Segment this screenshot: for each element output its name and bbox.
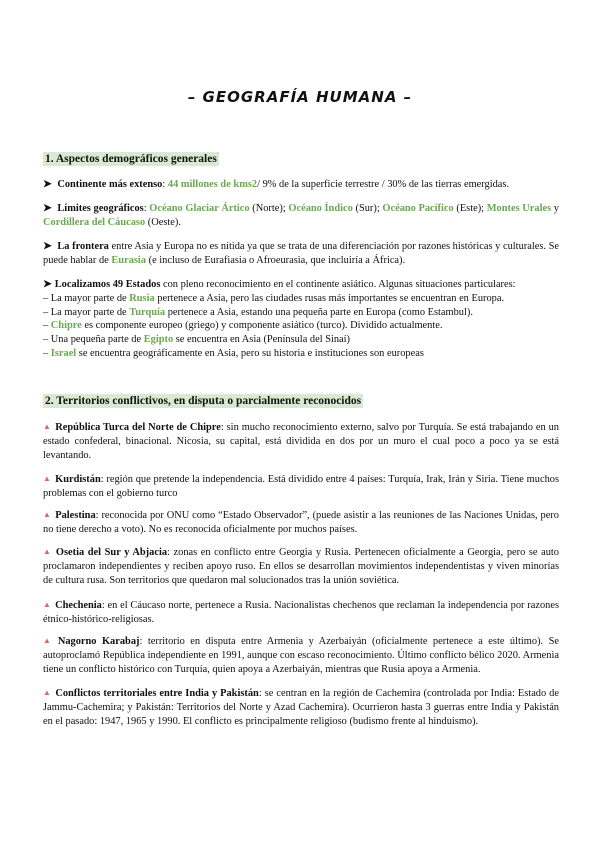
list-item <box>43 306 559 320</box>
triangle-icon: ▲ <box>43 636 54 645</box>
label-limits: Límites geográficos <box>57 203 144 214</box>
text: – La mayor parte de <box>43 292 130 304</box>
text: – La mayor parte de <box>43 306 130 318</box>
conflict-label: Nagorno Karabaj <box>57 636 140 647</box>
label-frontier: La frontera <box>57 241 109 252</box>
conflict-item <box>43 686 559 728</box>
text: (Oeste). <box>145 216 181 228</box>
paragraph-states <box>43 278 559 361</box>
states-intro <box>43 278 559 292</box>
highlight-area: 44 millones de kms2 <box>167 179 258 190</box>
conflict-label: República Turca del Norte de Chipre <box>55 422 221 433</box>
triangle-icon: ▲ <box>43 422 52 431</box>
highlight-eurasia: Eurasia <box>111 254 147 266</box>
text: (e incluso de Eurafiasia o Afroeurasia, que incluiría a África). <box>146 254 406 266</box>
conflict-label: Palestina <box>55 510 96 521</box>
conflict-item <box>43 508 559 537</box>
label-states: Localizamos 49 Estados <box>54 279 161 290</box>
paragraph-continent <box>43 178 559 192</box>
separator: : <box>162 179 168 190</box>
conflict-text: : se centran en la región de Cachemira (controlada por India: Estado de Jammu-Cachemira; y Pakistán: Territorios del Norte y Azad Cachemira). Ocurrieron hasta 3 guerras entre India y Pakistán en el pasado: 1947, 1965 y 1990. El conflicto es principalmente religioso (budismo frente al hinduismo). <box>43 688 559 727</box>
triangle-icon: ▲ <box>43 600 52 609</box>
conflict-item <box>43 472 559 501</box>
triangle-icon: ▲ <box>43 510 52 519</box>
triangle-icon: ▲ <box>43 474 52 483</box>
text: – Una pequeña parte de <box>43 334 144 346</box>
text: – <box>43 347 51 359</box>
conflict-item <box>43 420 559 462</box>
highlight-country: Chipre <box>50 320 82 332</box>
conflict-label: Conflictos territoriales entre India y Pakistán <box>55 688 259 699</box>
highlight-caucasus: Cordillera del Cáucaso <box>43 216 146 228</box>
arrow-icon: ➤ <box>43 241 52 252</box>
conflict-item <box>43 545 559 587</box>
text: y <box>551 203 559 214</box>
text: (Sur); <box>352 203 383 214</box>
conflict-item <box>43 598 559 627</box>
conflict-label: Kurdistán <box>55 474 101 485</box>
conflict-label: Chechenia <box>55 600 102 611</box>
label-continent: Continente más extenso <box>57 179 163 190</box>
conflict-text: : territorio en disputa entre Armenia y Azerbaiyán (oficialmente pertenece a este último). Se autoproclamó República independiente en 1991, aunque con escaso reconocimiento. Último conflicto bélico 2020. Armenia tiene un conflicto histórico con Turquía, quien apoya a Azerbaiyán, mientras que Rusia apoya a Armenia. <box>43 636 560 675</box>
section-1-heading: 1. Aspectos demográficos generales <box>45 153 217 165</box>
paragraph-limits <box>43 202 559 230</box>
conflict-item <box>43 634 559 676</box>
arrow-icon: ➤ <box>43 203 52 214</box>
highlight-indian: Océano Índico <box>288 203 353 214</box>
highlight-arctic: Océano Glaciar Ártico <box>149 203 250 214</box>
text: (Norte); <box>249 203 289 214</box>
arrow-icon: ➤ <box>43 179 52 190</box>
text-continent-rest: / 9% de la superficie terrestre / 30% de las tierras emergidas. <box>257 179 510 190</box>
list-item <box>43 333 559 347</box>
text: con pleno reconocimiento en el continente asiático. Algunas situaciones particulares: <box>160 279 516 290</box>
highlight-country: Egipto <box>143 334 174 346</box>
conflict-label: Osetia del Sur y Abjacia <box>55 547 168 558</box>
triangle-icon: ▲ <box>43 547 52 556</box>
text: se encuentra en Asia (Península del Sinaí) <box>173 334 351 346</box>
highlight-pacific: Océano Pacífico <box>382 203 454 214</box>
list-item <box>43 347 559 361</box>
text: es componente europeo (griego) y componente asiático (turco). Dividido actualmente. <box>81 320 443 332</box>
text: (Este); <box>453 203 487 214</box>
conflict-text: : en el Cáucaso norte, pertenece a Rusia. Nacionalistas chechenos que reclaman la independencia por razones étnico-histórico-religiosas. <box>43 600 560 625</box>
conflict-text: : sin mucho reconocimiento externo, salvo por Turquía. Se está trabajando en un estado confederal, binacional. Nicosia, su capital, está dividida en dos por un muro el cual poco a poco ya se está levantando. <box>43 422 560 461</box>
conflict-text: : región que pretende la independencia. Está dividido entre 4 países: Turquía, Irak, Irán y Siria. Tiene muchos problemas con el gobierno turco <box>43 474 559 499</box>
conflict-text: : zonas en conflicto entre Georgia y Rusia. Pertenecen oficialmente a Georgia, pero se auto proclamaron independientes y reciben apoyo ruso. En ellos se desarrollan movimientos independentistas y viven minorías de cultura rusa. Son territorios que quedaron mal solucionados tras la unión soviética. <box>43 547 560 586</box>
list-item <box>43 292 559 306</box>
text: se encuentra geográficamente en Asia, pero su historia e instituciones son europeas <box>76 347 424 359</box>
page-title: – GEOGRAFÍA HUMANA – <box>187 88 413 106</box>
highlight-urals: Montes Urales <box>486 203 552 214</box>
text: entre Asia y Europa no es nítida ya que se trata de una diferenciación por razones históricas y culturales. Se puede hablar de <box>43 241 560 266</box>
arrow-icon: ➤ <box>43 279 52 290</box>
list-item <box>43 319 559 333</box>
highlight-country: Rusia <box>129 292 155 304</box>
highlight-country: Israel <box>50 347 77 359</box>
text: – <box>43 320 51 332</box>
text: pertenece a Asia, pero las ciudades rusas más importantes se encuentran en Europa. <box>154 292 505 304</box>
text: pertenece a Asia, estando una pequeña parte en Europa (como Estambul). <box>165 306 473 318</box>
separator: : <box>143 203 150 214</box>
triangle-icon: ▲ <box>43 688 52 697</box>
section-2-heading: 2. Territorios conflictivos, en disputa o parcialmente reconocidos <box>45 395 362 407</box>
conflict-text: : reconocida por ONU como “Estado Observador”, (puede asistir a las reuniones de las Naciones Unidas, pero no tiene derecho a voto). No es reconocida oficialmente por muchos países. <box>43 510 559 535</box>
paragraph-frontier <box>43 240 559 268</box>
highlight-country: Turquía <box>129 306 166 318</box>
